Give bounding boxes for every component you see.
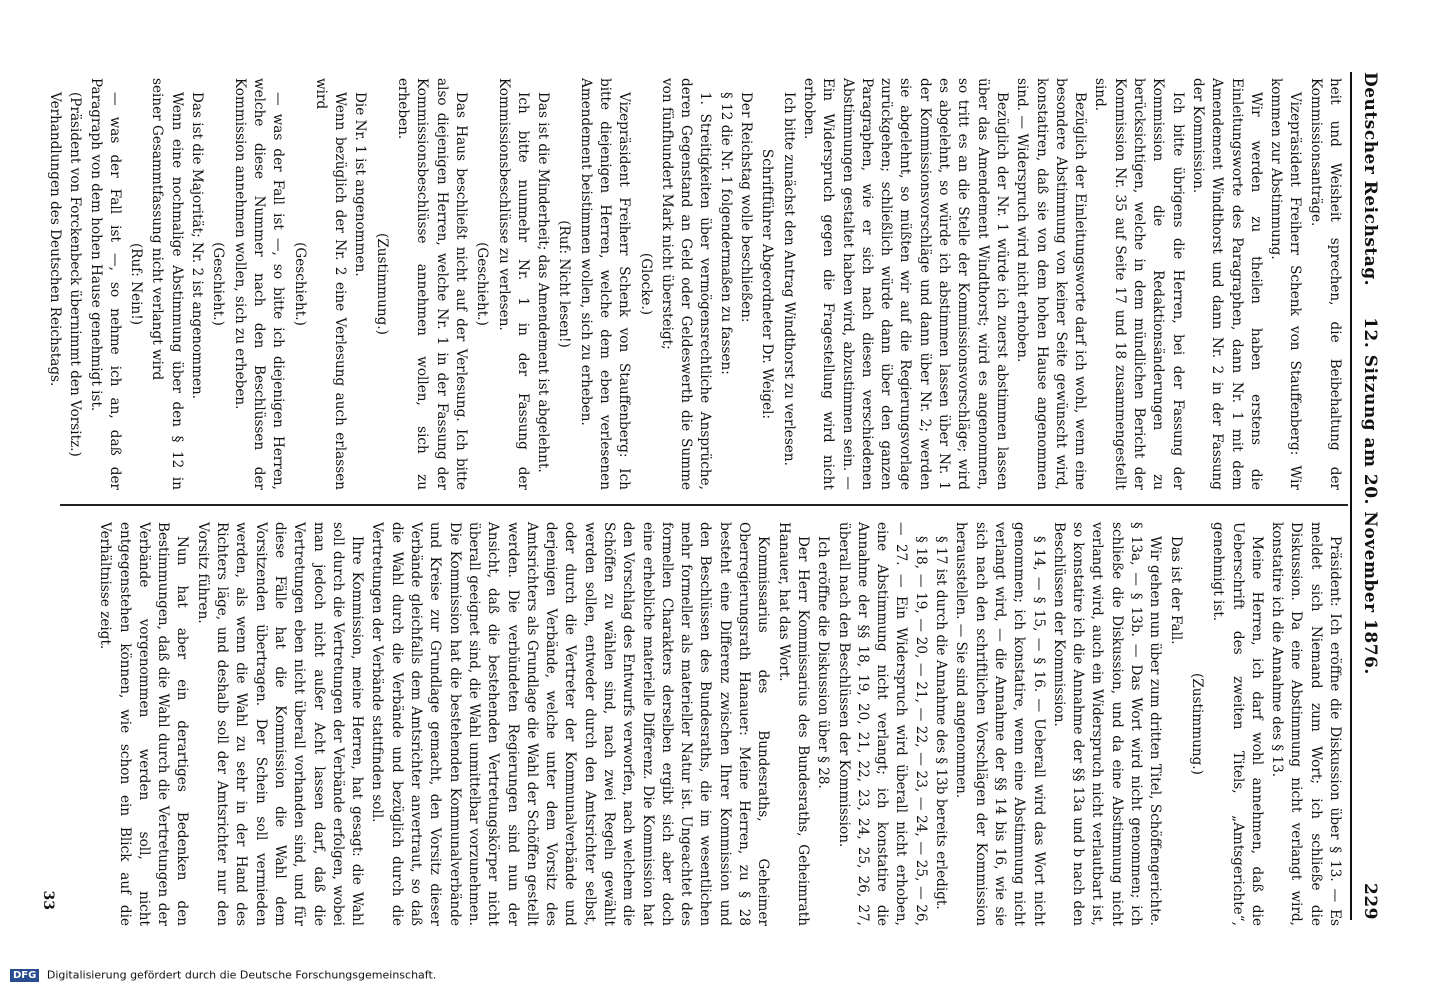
paragraph: Vizepräsident Freiherr Schenk von Stauffenberg: Wir kommen zur Abstimmung. bbox=[1268, 78, 1304, 490]
paragraph: (Zustimmung.) bbox=[373, 233, 390, 335]
paragraph: Der Reichstag wolle beschließen: bbox=[738, 92, 755, 323]
column-divider bbox=[60, 504, 1348, 506]
dfg-logo-icon: DFG bbox=[10, 969, 39, 982]
header-publication: Deutscher Reichstag. bbox=[1360, 72, 1380, 287]
paragraph: § 17 ist durch die Annahme des § 13b bereits erledigt. bbox=[933, 536, 950, 910]
paragraph: Die Nr. 1 ist angenommen. bbox=[352, 92, 369, 277]
page-header bbox=[1356, 72, 1380, 920]
paragraph: Ich bitte nunmehr Nr. 1 in der Fassung der Kommissionsbeschlüsse zu verlesen. bbox=[495, 78, 531, 490]
paragraph: Der Herr Kommissarius des Bundesraths, Geheimrath Hanauer, hat das Wort. bbox=[775, 522, 811, 926]
paragraph: Kommissarius des Bundesraths, Geheimer Oberregierungsrath Hanauer: Meine Herren, zu § 28 besteht eine Differenz zwischen Ihrer Kommission und den Beschlüssen des Bundesraths, die im wesentlichen mehr formeller als materieller Natur ist. Ungeachtet des formellen Charakters derselben ergibt sich aber doch eine erhebliche materielle Differenz. Die Kommission hat den Vorschlag des Entwurfs verworfen, nach welchem die Schöffen zu wählen sind, nach zwei Regeln gewählt werden sollen, entweder durch den Amtsrichter selbst, oder durch die Vertreter der Kommunalverbände und derjenigen Verbände, welche unter dem Vorsitz des Amtsrichters als Grundlage die Wahl der Schöffen gestellt werden. Die verbündeten Regierungen sind nun der Ansicht, daß die bestehenden Vertretungskörper nicht überall geeignet sind, die Wahl unmittelbar vorzunehmen. Die Kommission hat die bestehenden Kommunalverbände und Kreise zur Grundlage gemacht, den Vorsitz dieser Verbände gleichfalls dem Amtsrichter anvertraut, so daß die Wahl durch die Verbände und bezüglich durch die Vertretungen der Verbände stattfinden soll. bbox=[369, 522, 772, 926]
paragraph: Schriftführer Abgeordneter Dr. Weigel: bbox=[759, 148, 776, 420]
paragraph: Vizepräsident Freiherr Schenk von Stauffenberg: Ich bitte diejenigen Herren, welche dem eben verlesenen Amendement beistimmen wollen, sich zu erheben. bbox=[577, 78, 633, 490]
paragraph: (Geschieht.) bbox=[291, 242, 308, 326]
paragraph: (Zustimmung.) bbox=[1188, 673, 1205, 775]
paragraph: Ich bitte zunächst den Antrag Windthorst zu verlesen. bbox=[780, 92, 797, 466]
right-column bbox=[70, 522, 1344, 926]
signature-mark: 33 bbox=[40, 890, 56, 910]
paragraph: Das ist der Fall. bbox=[1167, 536, 1184, 645]
left-column bbox=[47, 78, 1344, 490]
paragraph: Präsident: Ich eröffne die Diskussion über § 13. — Es meldet sich Niemand zum Wort; ich schließe die Diskussion. Da eine Abstimmung nicht verlangt wird, konstatire ich die Annahme des § 13. bbox=[1269, 522, 1343, 926]
footer-credit: Digitalisierung gefördert durch die Deutsche Forschungsgemeinschaft. bbox=[46, 968, 437, 982]
paragraph: (Ruf: Nein!) bbox=[128, 242, 145, 326]
paragraph: — was der Fall ist —, so bitte ich diejenigen Herren, welche diese Nummer nach den Beschlüssen der Kommission annehmen wollen, sich zu erheben. bbox=[231, 78, 287, 490]
paragraph: Bezüglich der Nr. 1 würde ich zuerst abstimmen lassen über das Amendement Windthorst; wird es angenommen, so tritt es an die Stelle der Kommissionsvorschläge; wird es abgelehnt, so würde ich abstimmen lassen über Nr. 1 der Kommissionsvorschläge und dann über Nr. 2; werden sie abgelehnt, so müßten wir auf die Regierungsvorlage zurückgehen; schließlich würde dann über den ganzen Paragraphen, wie er sich nach diesen verschiedenen Abstimmungen gestaltet haben wird, abzustimmen sein. — Ein Widerspruch gegen die Fragestellung wird nicht erhoben. bbox=[800, 78, 1010, 490]
paragraph: Ich eröffne die Diskussion über § 28. bbox=[815, 536, 832, 789]
paragraph: Ich bitte übrigens die Herren, bei der Fassung der Kommission die Redaktionsänderungen zu berücksichtigen, welche in dem mündlichen Bericht der Kommission Nr. 35 auf Seite 17 und 18 zusammengestellt sind. bbox=[1092, 78, 1186, 490]
paragraph: 1. Streitigkeiten über vermögensrechtliche Ansprüche, deren Gegenstand an Geld oder Geldeswerth die Summe von fünfhundert Mark nicht übersteigt; bbox=[658, 78, 714, 490]
paragraph: Wenn bezüglich der Nr. 2 eine Verlesung auch erlassen wird bbox=[312, 78, 349, 490]
paragraph: Das ist die Minderheit; das Amendement ist abgelehnt. bbox=[535, 92, 552, 473]
paragraph: Das ist die Majorität; Nr. 2 ist angenommen. bbox=[189, 92, 206, 400]
paragraph: (Ruf: Nicht lesen!) bbox=[556, 220, 573, 348]
paragraph: Meine Herren, ich darf wohl annehmen, daß die Ueberschrift des zweiten Titels, „Amtsgerichte“, genehmigt ist. bbox=[1210, 522, 1265, 926]
digitization-footer bbox=[0, 968, 1432, 994]
paragraph: Das Haus beschließt nicht auf der Verlesung. Ich bitte also diejenigen Herren, welche Nr. 1 in der Fassung der Kommissionsbeschlüsse annehmen wollen, sich zu erheben. bbox=[395, 78, 469, 490]
paragraph: Wenn eine nochmalige Abstimmung über den § 12 in seiner Gesammtfassung nicht verlangt wird bbox=[149, 78, 185, 490]
paragraph: (Präsident von Forckenbeck übernimmt den Vorsitz.) bbox=[67, 92, 84, 457]
paragraph: § 14, — § 15, — § 16. — Ueberall wird das Wort nicht genommen; ich konstatire, wenn eine Abstimmung nicht verlangt wird, — die Annahme der §§ 14 bis 16, wie sie sich nach den schriftlichen Vorschlägen der Kommission herausstellen. — Sie sind angenommen. bbox=[953, 522, 1047, 926]
paragraph: Bezüglich der Einleitungsworte darf ich wohl, wenn eine besondere Abstimmung von keiner Seite gewünscht wird, konstatiren, daß sie von dem hohen Hause angenommen sind. — Widerspruch wird nicht erhoben. bbox=[1014, 78, 1089, 490]
header-session: 12. Sitzung am 20. November 1876. bbox=[1360, 317, 1380, 675]
header-rule bbox=[1350, 72, 1352, 920]
paragraph: heit und Weisheit sprechen, die Beibehaltung der Kommissionsanträge. bbox=[1307, 78, 1343, 490]
paragraph: Wir werden zu theilen haben erstens die Einleitungsworte des Paragraphen, dann Nr. 1 mit dem Amendement Windthorst und dann Nr. 2 in der Fassung der Kommission. bbox=[1189, 78, 1264, 490]
paragraph: (Geschieht.) bbox=[210, 242, 227, 326]
paragraph: § 12 die Nr. 1 folgendermaßen zu fassen: bbox=[717, 92, 734, 375]
paragraph: Verhandlungen des Deutschen Reichstags. bbox=[47, 92, 63, 387]
paragraph: (Geschieht.) bbox=[474, 242, 491, 326]
paragraph: (Glocke.) bbox=[637, 252, 654, 316]
paragraph: Ihre Kommission, meine Herren, hat gesagt: die Wahl soll durch die Vertretungen der Verbände erfolgen, wobei man jedoch nicht außer Acht lassen darf, daß die Vertretungen eben nicht überall vorhanden sind, und für diese Fälle hat die Kommission die Wahl dem Vorsitzenden übertragen. Der Schein soll vermieden werden, als wenn die Wahl zu sehr in der Hand des Richters läge, und deshalb soll der Amtsrichter nur den Vorsitz führen. bbox=[194, 522, 366, 926]
header-page-number: 229 bbox=[1360, 883, 1380, 920]
paragraph: — was der Fall ist —, so nehme ich an, daß der Paragraph von dem hohen Hause genehmigt ist. bbox=[87, 78, 123, 490]
paragraph: § 18, — 19, — 20, — 21, — 22, — 23, — 24, — 25, — 26, — 27. — Ein Widerspruch wird überall nicht erhoben, eine Abstimmung nicht verlangt; ich konstatire die Annahme der §§ 18, 19, 20, 21, 22, 23, 24, 25, 26, 27, überall nach den Beschlüssen der Kommission. bbox=[835, 522, 929, 926]
paragraph: Nun hat aber ein derartiges Bedenken den Bestimmungen, daß die Wahl durch die Vertretungen der Verbände vorgenommen werden soll, nicht entgegenstehen können, wie schon ein Blick auf die Verhältnisse zeigt. bbox=[97, 522, 191, 926]
paragraph: Wir gehen nun über zum dritten Titel, Schöffengerichte. § 13a, — § 13b. — Das Wort wird nicht genommen; ich schließe die Diskussion, und da eine Abstimmung nicht verlangt wird, auch ein Widerspruch nicht verlautbart ist, so konstatire ich die Annahme der §§ 13a und b nach den Beschlüssen der Kommission. bbox=[1050, 522, 1164, 926]
